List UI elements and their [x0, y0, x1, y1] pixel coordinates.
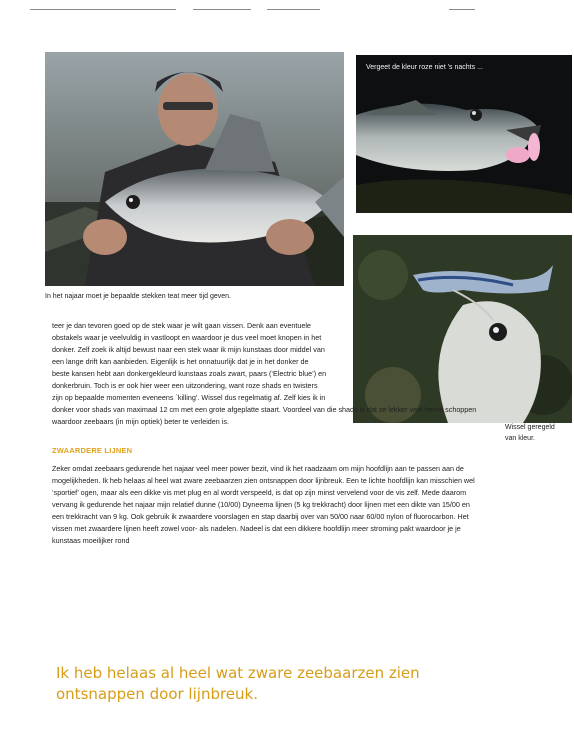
pull-quote-line-1: Ik heb helaas al heel wat zware zeebaarzen zien: [56, 664, 420, 682]
angler-with-seabass-photo: [45, 52, 344, 286]
body-paragraph-2-line: Zeker omdat zeebaars gedurende het najaar veel meer power bezit, vind ik het raadzaam om mijn hoofdlijn aan te passen aan de: [52, 464, 464, 473]
body-paragraph-1-line: donker voor shads van maximaal 12 cm met een grote afgeplatte staart. Voordeel van die shads is dat ze lekker veel herrie schoppen: [52, 405, 477, 414]
blue-shad-caption-line-2: van kleur.: [505, 435, 535, 442]
body-paragraph-1-line: zijn op bepaalde momenten eveneens `killing’. Wissel dus regelmatig af. Zelf kies ik in: [52, 393, 326, 402]
body-paragraph-1-line: een lange drift kan aanbieden. Eigenlijk is het onnatuurlijk dat je in het donker de: [52, 357, 309, 366]
pull-quote: [56, 663, 476, 705]
body-paragraph-2-line: vissen met zwaardere lijnen heeft zowel voor- als nadelen. Nadeel is dat een dikkere hoofdlijn meer stroming pakt waardoor je je: [52, 524, 461, 533]
header-rule-1: [30, 9, 176, 10]
blue-shad-caption-line-1: Wissel geregeld: [505, 424, 555, 431]
main-photo-caption: In het najaar moet je bepaalde stekken teat meer tijd geven.: [45, 293, 232, 300]
body-paragraph-2-line: kunstaas moeilijker rond: [52, 536, 130, 545]
pull-quote-line-2: ontsnappen door lijnbreuk.: [56, 685, 258, 703]
body-paragraph-2-line: mogelijkheden. Ik heb helaas al heel wat zware zeebaarzen zien ontsnappen door lijnbreuk. Een te lichte hoofdlijn kan misschien wel: [52, 476, 475, 485]
body-paragraph-2: [52, 463, 475, 547]
night-seabass-pink-lure-photo: [356, 55, 572, 213]
body-paragraph-2-line: ‘sportief’ ogen, maar als een dikke vis met plug en al wordt verspeeld, is dat op zijn minst vervelend voor de vis zelf. Mede daarom: [52, 488, 467, 497]
body-paragraph-1-line: donker. Zelf zoek ik altijd bewust naar een stek waar ik mijn kunstaas door middel van: [52, 345, 325, 354]
body-paragraph-1-line: beste kansen hebt aan donkergekleurd kunstaas zoals zwart, paars (‘Electric blue’) en: [52, 369, 327, 378]
night-photo-overlay-caption: Vergeet de kleur roze niet 's nachts ...: [366, 64, 483, 71]
body-paragraph-1: [52, 320, 476, 428]
header-rule-4: [449, 9, 475, 10]
body-paragraph-1-line: waardoor zeebaars (in mijn optiek) beter te verleiden is.: [52, 417, 229, 426]
header-rule-3: [267, 9, 320, 10]
body-paragraph-2-line: vervang ik gedurende het najaar mijn relatief dunne (10/00) Dyneema lijnen (5 kg trekkracht) door lijnen met een dikte van 15/00 en: [52, 500, 470, 509]
body-paragraph-2-line: een trekkracht van 9 kg. Ook gebruik ik zwaardere voorslagen en stap daarbij over van 50/00 naar 60/00 nylon of fluorocarbon. Het: [52, 512, 469, 521]
header-rule-2: [193, 9, 251, 10]
section-heading: ZWAARDERE LIJNEN: [52, 446, 133, 455]
body-paragraph-1-line: obstakels waar je veelvuldig in vastloopt en waardoor je dus veel moet knopen in het: [52, 333, 322, 342]
body-paragraph-1-line: teer je dan tevoren goed op de stek waar je wilt gaan vissen. Denk aan eventuele: [52, 321, 311, 330]
body-paragraph-1-line: donkerbruin. Toch is er ook hier weer een uitzondering, want roze shads en twisters: [52, 381, 318, 390]
